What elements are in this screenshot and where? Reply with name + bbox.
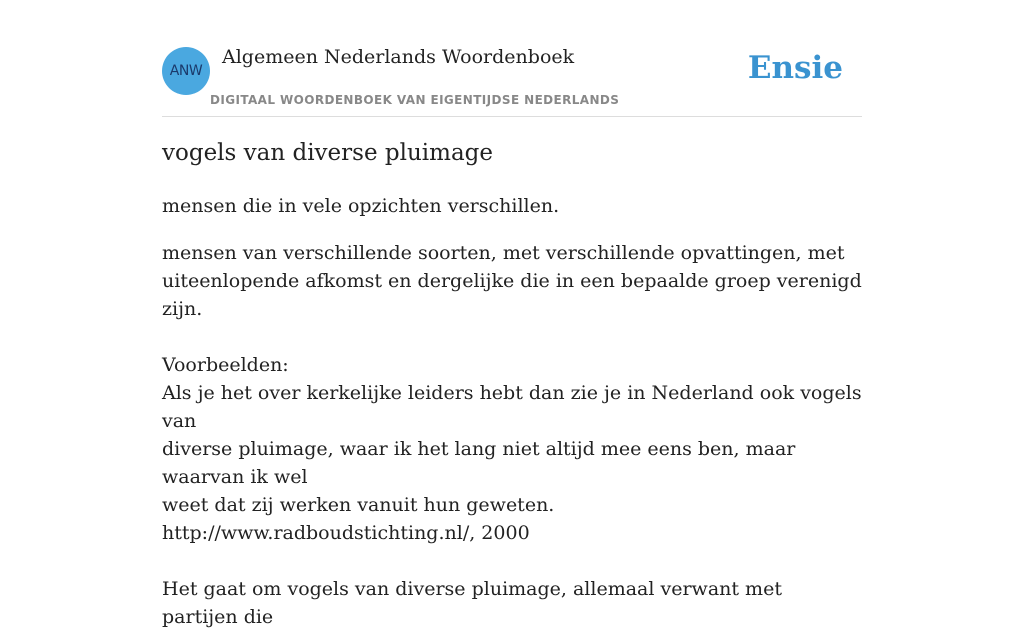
explanation-line: mensen van verschillende soorten, met verschillende opvattingen, met bbox=[162, 242, 845, 264]
anw-logo[interactable] bbox=[162, 47, 210, 95]
example-line: diverse pluimage, waar ik het lang niet altijd mee eens ben, maar waarvan ik wel bbox=[162, 438, 796, 488]
ensie-brand-link[interactable]: Ensie bbox=[747, 50, 843, 86]
site-title[interactable]: Algemeen Nederlands Woordenboek bbox=[222, 46, 575, 68]
example-line: Het gaat om vogels van diverse pluimage, allemaal verwant met partijen die bbox=[162, 578, 782, 628]
example-line: weet dat zij werken vanuit hun geweten. bbox=[162, 494, 555, 516]
entry-explanation bbox=[162, 239, 862, 631]
site-subtitle: DIGITAAL WOORDENBOEK VAN EIGENTIJDSE NEDERLANDS bbox=[210, 93, 620, 107]
example-source: http://www.radboudstichting.nl/, 2000 bbox=[162, 522, 530, 544]
site-header bbox=[162, 0, 862, 117]
example-line: Als je het over kerkelijke leiders hebt dan zie je in Nederland ook vogels van bbox=[162, 382, 862, 432]
entry-definition: mensen die in vele opzichten verschillen. bbox=[162, 195, 560, 217]
entry-term: vogels van diverse pluimage bbox=[162, 140, 493, 166]
explanation-line: uiteenlopende afkomst en dergelijke die in een bepaalde groep verenigd zijn. bbox=[162, 270, 862, 320]
page-container bbox=[162, 0, 862, 628]
logo-text: ANW bbox=[169, 63, 203, 79]
examples-label: Voorbeelden: bbox=[162, 354, 289, 376]
